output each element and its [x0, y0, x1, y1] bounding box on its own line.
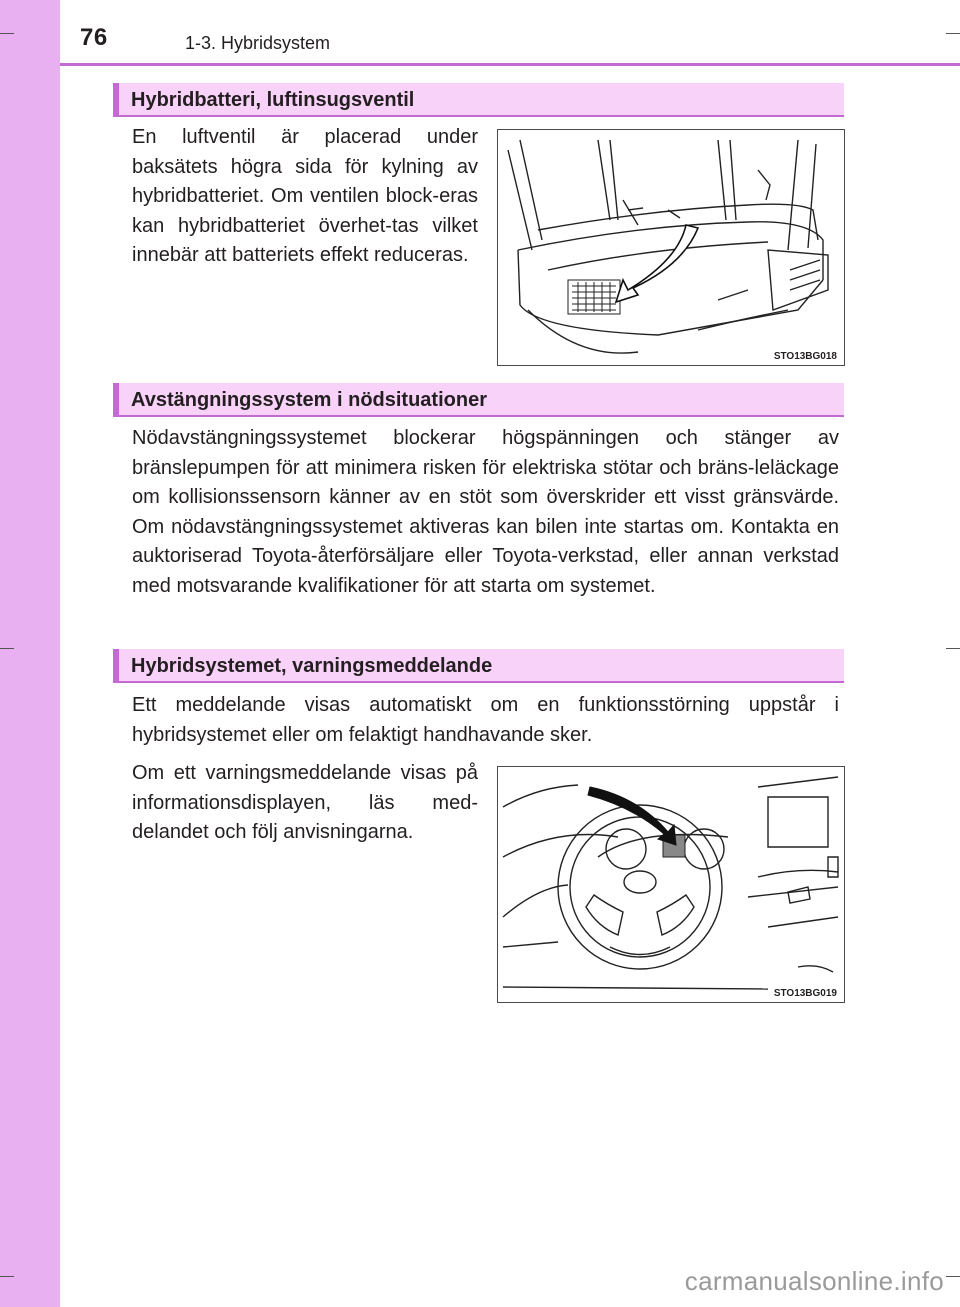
chapter-title: 1-3. Hybridsystem: [185, 33, 331, 53]
section-heading-text: Avstängningssystem i nödsituationer: [131, 389, 487, 411]
section-heading-text: Hybridbatteri, luftinsugsventil: [131, 89, 415, 111]
page-number: 76: [80, 24, 108, 51]
steering-wheel-illustration: [497, 766, 845, 1003]
rear-seat-drawing: [498, 130, 845, 366]
crop-mark: [0, 648, 14, 649]
section-heading-text: Hybridsystemet, varningsmeddelande: [131, 655, 493, 677]
header-rule: [60, 63, 960, 66]
watermark-text: carmanualsonline.info: [684, 1266, 944, 1296]
steering-wheel-drawing: [498, 767, 845, 1003]
air-vent-paragraph: En luftventil är placerad under baksätets högra sida för kylning av hybridbatteriet. Om ventilen block-eras kan hybridbatteriet överhet-tas vilket innebär att batteriets effekt reduceras.: [132, 126, 478, 266]
crop-mark: [946, 648, 960, 649]
section-heading-air-vent: [113, 83, 844, 117]
section-heading-emergency-shutdown: [113, 383, 844, 417]
crop-mark: [0, 33, 14, 34]
warning-message-paragraph: Ett meddelande visas automatiskt om en funktionsstörning uppstår i hybridsystemet eller om felaktigt handhavande sker.: [132, 694, 839, 746]
section-heading-warning-message: [113, 649, 844, 683]
crop-mark: [946, 33, 960, 34]
figure-code: STO13BG019: [773, 988, 837, 999]
figure-code: STO13BG018: [773, 351, 837, 362]
warning-instruction-paragraph: Om ett varningsmeddelande visas på informationsdisplayen, läs med-delandet och följ anvisningarna.: [132, 762, 478, 843]
crop-mark: [946, 1276, 960, 1277]
rear-seat-illustration: [497, 129, 845, 366]
emergency-shutdown-paragraph: Nödavstängningssystemet blockerar högspänningen och stänger av bränslepumpen för att minimera risken för elektriska stötar och bräns-leläckage om kollisionssensorn känner av en stöt som överskrider ett visst gränsvärde. Om nödavstängningssystemet aktiveras kan bilen inte startas om. Kontakta en auktoriserad Toyota-återförsäljare eller Toyota-verkstad, eller annan verkstad med motsvarande kvalifikationer för att starta om systemet.: [132, 427, 839, 597]
crop-mark: [0, 1276, 14, 1277]
side-tab: [0, 0, 60, 1307]
